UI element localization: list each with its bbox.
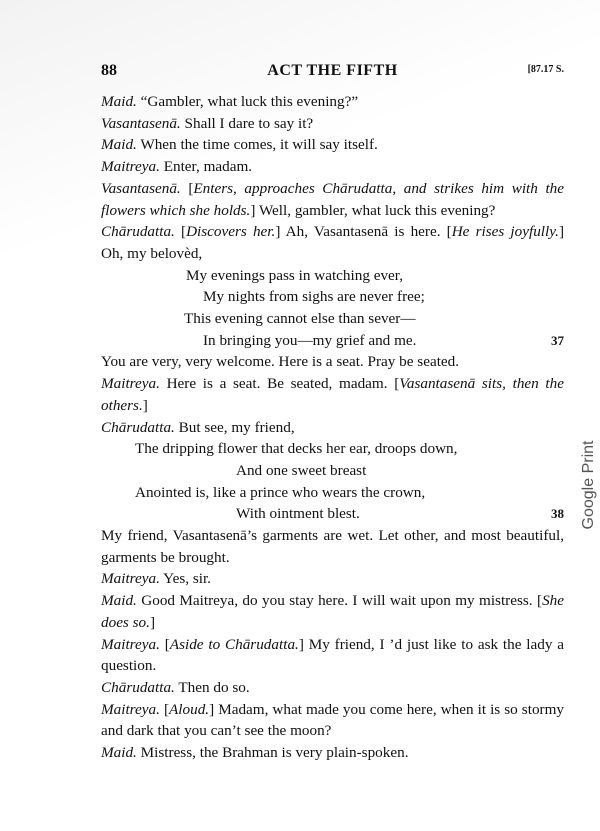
verse-line-text: In bringing you—my grief and me.	[203, 331, 417, 349]
speech: Shall I dare to say it?	[180, 114, 314, 132]
speaker-name: Maid.	[101, 136, 137, 154]
dialogue-line	[101, 221, 564, 264]
running-header	[101, 62, 564, 84]
verse-line-text: With ointment blest.	[236, 505, 360, 523]
dialogue-line	[101, 373, 564, 416]
speaker-name: Maid.	[101, 592, 137, 610]
verse-line	[101, 503, 564, 525]
speech: Good Maitreya, do you stay here. I will wait upon my mistress. [	[136, 592, 543, 610]
dialogue-line	[101, 178, 564, 221]
verse-line: Anointed is, like a prince who wears the crown,	[135, 483, 426, 501]
dialogue-line	[101, 156, 564, 178]
dialogue-line	[101, 699, 564, 742]
speaker-name: Maid.	[101, 93, 137, 110]
stage-direction: Enters, approaches Chārudatta, and strikes him with the flowers which she holds.	[101, 179, 564, 219]
dialogue-line	[101, 634, 564, 677]
speaker-name: Vasantasenā.	[101, 179, 181, 197]
speaker-name: Maitreya.	[101, 570, 160, 588]
speech: Yes, sir.	[159, 570, 211, 588]
speaker-name: Maid.	[101, 744, 137, 762]
bracket: [	[174, 223, 187, 241]
speech: When the time comes, it will say itself.	[136, 136, 378, 154]
dialogue-line	[101, 568, 564, 590]
bracket: [	[180, 179, 194, 197]
speech: ] Madam, what made you come here, when it is so stormy and dark that you can’t see the moon?	[101, 700, 564, 740]
verse-line: My nights from sighs are never free;	[203, 288, 425, 306]
dialogue-line	[101, 742, 564, 764]
speaker-name: Maitreya.	[101, 635, 160, 653]
speech: Here is a seat. Be seated, madam. [	[159, 375, 400, 393]
speech: Then do so.	[174, 678, 250, 696]
bracket: ]	[142, 396, 148, 414]
verse-line	[101, 330, 564, 352]
dialogue-line: You are very, very welcome. Here is a seat. Pray be seated.	[101, 353, 460, 371]
speech: But see, my friend,	[174, 418, 295, 436]
speech: ] My friend, I ’d just like to ask the lady a question.	[101, 635, 564, 675]
dialogue-line	[101, 113, 564, 135]
bracket: ]	[149, 613, 155, 631]
speech: ] Well, gambler, what luck this evening?	[250, 201, 496, 219]
speech: “Gambler, what luck this evening?”	[136, 93, 359, 110]
verse-line: This evening cannot else than sever—	[184, 310, 416, 328]
speaker-name: Vasantasenā.	[101, 114, 181, 132]
stage-direction: Discovers her.	[186, 223, 276, 241]
speaker-name: Maitreya.	[101, 375, 160, 393]
bracket: [	[159, 635, 170, 653]
speech: Mistress, the Brahman is very plain-spoken.	[136, 744, 409, 762]
speech: Enter, madam.	[159, 158, 253, 176]
section-reference: [87.17 S.	[527, 64, 564, 75]
verse-line: My evenings pass in watching ever,	[186, 266, 404, 284]
page-number: 88	[101, 62, 117, 79]
verse-37	[101, 265, 564, 352]
speaker-name: Maitreya.	[101, 700, 160, 718]
speech: ] Ah, Vasantasenā is here. [	[275, 223, 452, 241]
page-text	[101, 91, 564, 764]
dialogue-line	[101, 677, 564, 699]
dialogue-line	[101, 417, 564, 439]
verse-line: The dripping flower that decks her ear, droops down,	[135, 440, 458, 458]
dialogue-line	[101, 590, 564, 633]
speaker-name: Chārudatta.	[101, 223, 175, 241]
verse-number: 37	[551, 332, 564, 348]
bracket: [	[159, 700, 170, 718]
dialogue-line	[101, 91, 564, 113]
stage-direction: He rises joyfully.	[451, 223, 559, 241]
stage-direction: She does so.	[101, 592, 564, 631]
dialogue-line	[101, 134, 564, 156]
stage-direction: Aside to Chārudatta.	[169, 635, 299, 653]
speaker-name: Chārudatta.	[101, 418, 175, 436]
speaker-name: Maitreya.	[101, 158, 160, 176]
stage-direction: Vasantasenā sits, then the others.	[101, 375, 564, 414]
google-print-watermark	[578, 430, 600, 540]
stage-direction: Aloud.	[169, 700, 210, 718]
verse-number: 38	[551, 506, 564, 522]
verse-38	[101, 438, 564, 525]
watermark-text: Google Print	[580, 440, 597, 530]
dialogue-line: My friend, Vasantasenā’s garments are wet. Let other, and most beautiful, garments be brought.	[101, 527, 564, 566]
speech: ] Oh, my belovèd,	[101, 223, 564, 262]
verse-line: And one sweet breast	[236, 461, 367, 479]
speaker-name: Chārudatta.	[101, 678, 175, 696]
running-title: ACT THE FIFTH	[267, 62, 398, 79]
